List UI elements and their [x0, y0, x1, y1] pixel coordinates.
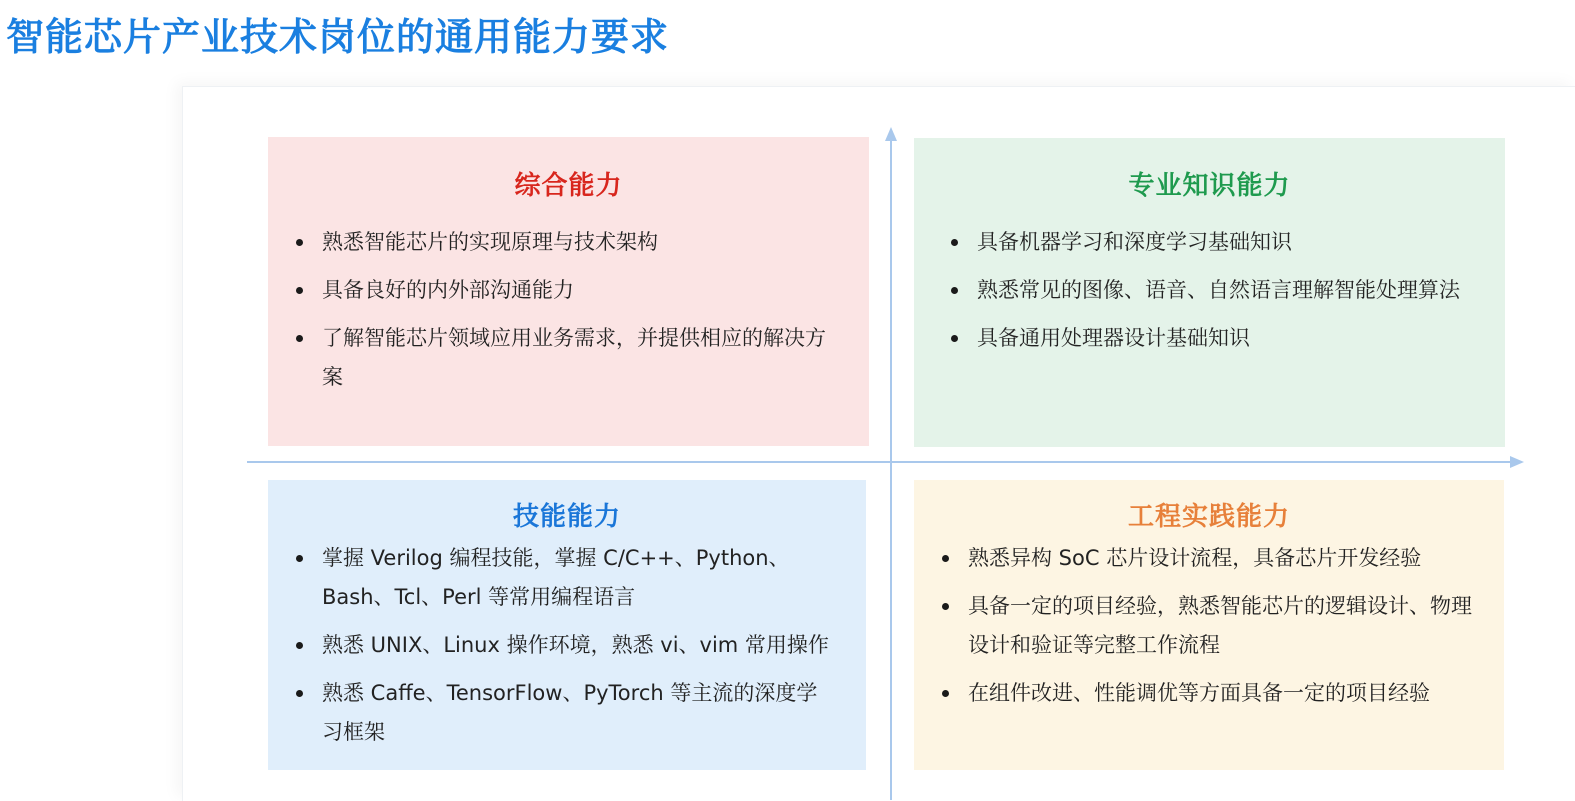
bullet-icon: [296, 287, 303, 294]
list-item: 具备机器学习和深度学习基础知识: [951, 223, 1481, 262]
quadrant-comprehensive-ability: [268, 137, 869, 446]
horizontal-axis-arrow-icon: [1510, 456, 1524, 468]
bullet-icon: [296, 335, 303, 342]
quadrant-engineering-practice: [914, 480, 1504, 770]
bullet-icon: [951, 287, 958, 294]
bullet-icon: [296, 690, 303, 697]
list-item: 掌握 Verilog 编程技能，掌握 C/C++、Python、Bash、Tcl、Perl 等常用编程语言: [296, 539, 836, 617]
list-item: 具备良好的内外部沟通能力: [296, 271, 836, 310]
quadrant-title: 工程实践能力: [1127, 502, 1290, 532]
list-item: 熟悉 UNIX、Linux 操作环境，熟悉 vi、vim 常用操作: [296, 626, 836, 665]
bullet-icon: [942, 690, 949, 697]
bullet-icon: [942, 603, 949, 610]
list-item: 熟悉 Caffe、TensorFlow、PyTorch 等主流的深度学习框架: [296, 674, 836, 752]
bullet-icon: [296, 239, 303, 246]
ability-list: [951, 223, 1481, 367]
ability-list: [296, 223, 836, 406]
bullet-icon: [951, 335, 958, 342]
page-title: 智能芯片产业技术岗位的通用能力要求: [6, 15, 670, 59]
bullet-icon: [951, 239, 958, 246]
ability-list: [296, 539, 836, 761]
list-item: 在组件改进、性能调优等方面具备一定的项目经验: [942, 674, 1487, 713]
list-item: 具备一定的项目经验，熟悉智能芯片的逻辑设计、物理设计和验证等完整工作流程: [942, 587, 1487, 665]
list-item: 具备通用处理器设计基础知识: [951, 319, 1481, 358]
quadrant-title: 综合能力: [514, 171, 623, 201]
bullet-icon: [942, 555, 949, 562]
ability-list: [942, 539, 1487, 722]
list-item: 熟悉常见的图像、语音、自然语言理解智能处理算法: [951, 271, 1481, 310]
list-item: 熟悉智能芯片的实现原理与技术架构: [296, 223, 836, 262]
list-item: 熟悉异构 SoC 芯片设计流程，具备芯片开发经验: [942, 539, 1487, 578]
bullet-icon: [296, 555, 303, 562]
quadrant-title: 技能能力: [512, 502, 621, 532]
list-item: 了解智能芯片领域应用业务需求，并提供相应的解决方案: [296, 319, 836, 397]
quadrant-skill-ability: [268, 480, 866, 770]
quadrant-title: 专业知识能力: [1128, 171, 1291, 201]
bullet-icon: [296, 642, 303, 649]
vertical-axis-arrow-icon: [885, 127, 897, 141]
quadrant-professional-knowledge: [914, 138, 1505, 447]
